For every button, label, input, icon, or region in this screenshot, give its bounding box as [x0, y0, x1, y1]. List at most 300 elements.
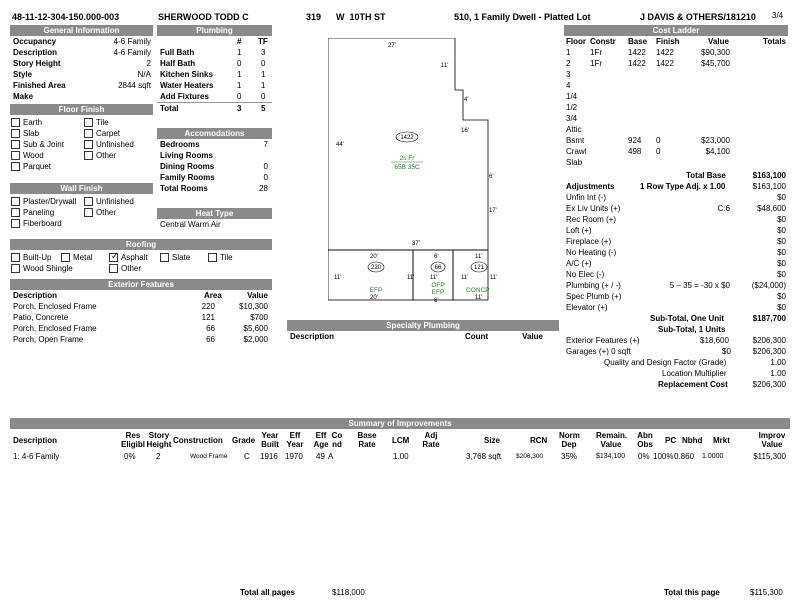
- exterior-features-panel: [10, 279, 272, 345]
- adjustment-value: $0: [777, 226, 786, 235]
- specialty-col-header: [287, 331, 559, 342]
- ladder-col-value: Value: [708, 37, 729, 46]
- ladder-row-3: [564, 69, 788, 80]
- adjustment-mid: 5 – 35 = -30 x $0: [669, 281, 730, 290]
- general-row-finished-area: [10, 80, 153, 91]
- exterior-col-header: [10, 290, 272, 301]
- summary-col-header: [10, 429, 790, 451]
- sketch-ofp-label2: EFP: [431, 289, 445, 296]
- plumbing-label: Water Heaters: [160, 81, 214, 90]
- checkbox-box-icon[interactable]: [109, 253, 118, 262]
- plumbing-label: Full Bath: [160, 48, 195, 57]
- ladder-row-1-2: [564, 102, 788, 113]
- summary-construction: Wood Frame: [190, 453, 228, 460]
- ladder-base: 1422: [628, 59, 646, 68]
- exterior-value: $10,300: [239, 302, 268, 311]
- plumbing-count: 1: [237, 70, 242, 79]
- summary-abn: 0%: [638, 452, 650, 461]
- total-this-page-value: $115,300: [750, 588, 783, 597]
- adjustment-label: Loft (+): [566, 226, 592, 235]
- ladder-constr: 1Fr: [590, 48, 602, 57]
- checkbox-box-icon[interactable]: [84, 197, 93, 206]
- adjustment-row-ex-liv-units: [564, 203, 788, 214]
- sketch-efp-top: 20': [370, 254, 378, 260]
- ladder-value: $90,300: [701, 48, 730, 57]
- sketch-ofp-area: 66: [434, 265, 442, 271]
- wall-finish-header: Wall Finish: [10, 183, 153, 194]
- checkbox-label: Other: [96, 151, 117, 160]
- sketch-concp-left: 11': [461, 275, 469, 281]
- floor-finish-header: Floor Finish: [10, 104, 153, 115]
- checkbox-box-icon[interactable]: [109, 264, 118, 273]
- accom-row-bedrooms: [157, 139, 272, 150]
- accom-value: 7: [263, 140, 268, 149]
- adjustment-mid: C:6: [717, 204, 730, 213]
- checkbox-box-icon[interactable]: [11, 118, 20, 127]
- ladder-floor: Bsmt: [566, 136, 585, 145]
- ladder-floor: 2: [566, 59, 571, 68]
- adjustments-label: Adjustments: [566, 182, 615, 191]
- ladder-row-3-4: [564, 113, 788, 124]
- quality-row: [564, 357, 788, 368]
- accommodations-panel: [157, 128, 272, 194]
- total-this-page-label: Total this page: [664, 588, 720, 597]
- summary-col-lcm: LCM: [392, 436, 410, 445]
- plumbing-tf: 3: [261, 48, 266, 57]
- checkbox-box-icon[interactable]: [84, 129, 93, 138]
- ladder-finish: 0: [656, 136, 661, 145]
- sketch-dim-right-c: 16': [461, 128, 469, 134]
- checkbox-box-icon[interactable]: [11, 162, 20, 171]
- checkbox-box-icon[interactable]: [84, 151, 93, 160]
- summary-col-base-rate: Base Rate: [357, 431, 377, 449]
- garages-mid: $0: [722, 347, 731, 356]
- adjustment-value: $48,600: [757, 204, 786, 213]
- accom-value: 0: [263, 173, 268, 182]
- summary-col-cond: Co nd: [331, 431, 343, 449]
- ladder-floor: 1/2: [566, 103, 578, 112]
- row-type-adj: 1 Row Type Adj. x 1.00: [640, 182, 726, 191]
- general-value: N/A: [137, 70, 151, 79]
- summary-col-eff-year: Eff Year: [286, 431, 304, 449]
- ladder-floor: Attic: [566, 125, 582, 134]
- checkbox-box-icon[interactable]: [11, 197, 20, 206]
- subtotal-units-label: Sub-Total, 1 Units: [658, 325, 726, 334]
- specialty-col-description: Description: [290, 332, 335, 341]
- plumbing-row-water-heaters: [157, 80, 272, 91]
- checkbox-box-icon[interactable]: [11, 151, 20, 160]
- accom-value: 28: [259, 184, 268, 193]
- specialty-plumbing-header: Specialty Plumbing: [287, 320, 559, 331]
- summary-col-adj-rate: Adj Rate: [422, 431, 440, 449]
- sketch-ofp-label: OFP: [431, 282, 445, 289]
- general-information-header: General Information: [10, 25, 153, 36]
- summary-cond: A: [328, 452, 334, 461]
- accom-label: Total Rooms: [160, 184, 208, 193]
- specialty-plumbing-panel: [287, 320, 559, 342]
- summary-col-size: Size: [484, 436, 501, 445]
- sketch-drawing: [328, 38, 508, 306]
- plumbing-row-kitchen-sinks: [157, 69, 272, 80]
- summary-col-eff-age: Eff Age: [313, 431, 329, 449]
- accom-row-family-rooms: [157, 172, 272, 183]
- ladder-finish: 0: [656, 147, 661, 156]
- exterior-description: Porch, Enclosed Frame: [13, 302, 97, 311]
- ladder-row-attic: [564, 124, 788, 135]
- exterior-area: 220: [201, 302, 215, 311]
- summary-col-pc: PC: [665, 436, 677, 445]
- ladder-row-1-4: [564, 91, 788, 102]
- roofing-panel: [10, 239, 272, 274]
- checkbox-box-icon[interactable]: [84, 140, 93, 149]
- sketch-efp-bottom: 20': [370, 295, 378, 301]
- checkbox-label: Built-Up: [23, 253, 52, 262]
- sketch-efp-right: 11': [407, 275, 415, 281]
- accom-row-living-rooms: [157, 150, 272, 161]
- roofing-header: Roofing: [10, 239, 272, 250]
- exterior-description: Porch, Enclosed Frame: [13, 324, 97, 333]
- summary-col-improv: Improv Value: [758, 431, 786, 449]
- checkbox-box-icon[interactable]: [11, 219, 20, 228]
- exterior-col-description: Description: [13, 291, 58, 300]
- ladder-floor: Slab: [566, 158, 583, 167]
- summary-size: 3,768 sqft: [466, 452, 502, 461]
- adjustment-row-no-heating: [564, 247, 788, 258]
- replacement-value: $206,300: [752, 380, 786, 389]
- garages-row: [564, 346, 788, 357]
- general-value: 4-6 Family: [113, 48, 151, 57]
- accom-label: Dining Rooms: [160, 162, 215, 171]
- ladder-col-base: Base: [628, 37, 648, 46]
- summary-col-mrkt: Mrkt: [713, 436, 730, 445]
- exterior-value: $2,000: [243, 335, 268, 344]
- ladder-row-crawl: [564, 146, 788, 157]
- garages-value: $206,300: [752, 347, 786, 356]
- accom-value: 0: [263, 162, 268, 171]
- summary-row: [10, 451, 790, 462]
- sketch-concp-bottom: 11': [475, 295, 483, 301]
- plumbing-count: 0: [237, 59, 242, 68]
- ext-features-row: [564, 335, 788, 346]
- sketch-ofp-top: 6': [434, 254, 439, 260]
- checkbox-label: Sub & Joint: [23, 140, 64, 149]
- exterior-value: $5,600: [243, 324, 268, 333]
- adjustment-label: No Elec (-): [566, 270, 605, 279]
- general-value: 2: [146, 59, 151, 68]
- ladder-floor: 3/4: [566, 114, 578, 123]
- adjustment-label: Fireplace (+): [566, 237, 612, 246]
- location-row: [564, 368, 788, 379]
- adjustment-label: Unfin Int (-): [566, 193, 607, 202]
- adjustment-value: ($24,000): [751, 281, 786, 290]
- heat-type-header: Heat Type: [157, 208, 272, 219]
- ext-features-label: Exterior Features (+): [566, 336, 640, 345]
- general-row-occupancy: [10, 36, 153, 47]
- plumbing-tf: 0: [261, 92, 266, 101]
- total-base-value: $163,100: [752, 171, 786, 180]
- plumbing-label: Add Fixtures: [160, 92, 209, 101]
- exterior-value: $700: [250, 313, 268, 322]
- checkbox-label: Parquet: [23, 162, 52, 171]
- checkbox-label: Slate: [172, 253, 191, 262]
- summary-grade: C: [244, 452, 250, 461]
- sketch-concp-label: CONCP: [466, 287, 490, 294]
- subtotal-units-row: [564, 324, 788, 335]
- ladder-value: $23,000: [701, 136, 730, 145]
- exterior-description: Patio, Concrete: [13, 313, 69, 322]
- property-class: 510, 1 Family Dwell - Platted Lot: [454, 12, 591, 22]
- sketch-dim-right-b: 4': [464, 97, 469, 103]
- checkbox-label: Slab: [23, 129, 40, 138]
- adjustment-value: $0: [777, 303, 786, 312]
- subdivision: J DAVIS & OTHERS/181210: [640, 12, 756, 22]
- summary-col-remain: Remain. Value: [596, 431, 628, 449]
- sketch-efp-label: EFP: [369, 287, 383, 294]
- exterior-area: 66: [206, 324, 215, 333]
- checkbox-box-icon[interactable]: [208, 253, 217, 262]
- ladder-col-constr: Constr: [590, 37, 616, 46]
- plumbing-count: 1: [237, 48, 242, 57]
- ladder-finish: 1422: [656, 59, 674, 68]
- wall-finish-panel: [10, 183, 153, 230]
- summary-year: 1916: [260, 452, 278, 461]
- sketch-dim-right-d: 6': [489, 174, 494, 180]
- checkbox-box-icon[interactable]: [11, 129, 20, 138]
- checkbox-box-icon[interactable]: [84, 118, 93, 127]
- accom-row-total-rooms: [157, 183, 272, 194]
- plumbing-tf: 1: [261, 81, 266, 90]
- sketch-efp-area: 220: [370, 265, 382, 271]
- adjustment-row-fireplace: [564, 236, 788, 247]
- checkbox-box-icon[interactable]: [11, 208, 20, 217]
- plumbing-total-count: 3: [237, 104, 242, 113]
- summary-col-year: Year Built: [261, 431, 279, 449]
- ladder-floor: 4: [566, 81, 571, 90]
- checkbox-box-icon[interactable]: [84, 208, 93, 217]
- accommodations-header: Accomodations: [157, 128, 272, 139]
- adjustment-value: $0: [777, 193, 786, 202]
- general-information-panel: [10, 25, 153, 102]
- accom-label: Living Rooms: [160, 151, 213, 160]
- total-all-pages-value: $118,000: [332, 588, 365, 597]
- garages-label: Garages (+) 0 sqft: [566, 347, 631, 356]
- checkbox-label: Earth: [23, 118, 43, 127]
- sketch-dim-top: 27': [388, 43, 396, 49]
- plumbing-col-header: [157, 36, 272, 47]
- summary-rcn: $206,300: [516, 453, 544, 460]
- summary-col-res: Res Eligibl: [121, 431, 145, 449]
- checkbox-box-icon[interactable]: [11, 264, 20, 273]
- general-label: Occupancy: [13, 37, 57, 46]
- heat-type-panel: [157, 208, 272, 230]
- exterior-description: Porch, Open Frame: [13, 335, 84, 344]
- ladder-row-bsmt: [564, 135, 788, 146]
- summary-eff-age: 49: [316, 452, 325, 461]
- adjustment-label: Elevator (+): [566, 303, 608, 312]
- ladder-base: 1422: [628, 48, 646, 57]
- adjustment-value: $0: [777, 248, 786, 257]
- checkbox-label: Unfinished: [96, 197, 134, 206]
- general-row-story-height: [10, 58, 153, 69]
- sketch-concp-area: 121: [473, 265, 485, 271]
- plumbing-total-row: [157, 102, 272, 113]
- summary-panel: [10, 418, 790, 462]
- general-label: Description: [13, 48, 58, 57]
- cost-ladder-col-header: [564, 36, 788, 47]
- heat-type-value: Central Warm Air: [160, 220, 221, 229]
- summary-eff-year: 1970: [285, 452, 303, 461]
- ladder-floor: Crawl: [566, 147, 587, 156]
- exterior-row: [10, 301, 272, 312]
- general-value: 4-6 Family: [113, 37, 151, 46]
- plumbing-row-add-fixtures: [157, 91, 272, 102]
- row-type-value: $163,100: [752, 182, 786, 191]
- subtotal-one-label: Sub-Total, One Unit: [650, 314, 725, 323]
- adjustment-label: Ex Liv Units (+): [566, 204, 621, 213]
- exterior-area: 121: [201, 313, 215, 322]
- ladder-col-finish: Finish: [656, 37, 680, 46]
- adjustment-label: Rec Room (+): [566, 215, 617, 224]
- sketch-dim-right-e: 17': [489, 208, 497, 214]
- checkbox-box-icon[interactable]: [11, 253, 20, 262]
- sketch-concp-right: 11': [490, 275, 498, 281]
- checkbox-label: Unfinished: [96, 140, 134, 149]
- sketch-main-area: 1422: [400, 135, 414, 141]
- summary-col-grade: Grade: [232, 436, 256, 445]
- general-row-make: [10, 91, 153, 102]
- checkbox-label: Wood Shingle: [23, 264, 73, 273]
- sketch-ofp-bottom: 6': [434, 298, 439, 304]
- summary-remain: $134,100: [596, 453, 626, 460]
- plumbing-header: Plumbing: [157, 25, 272, 36]
- sketch-efp-left: 11': [334, 275, 342, 281]
- summary-norm-dep: 35%: [561, 452, 578, 461]
- location-value: 1.00: [770, 369, 786, 378]
- checkbox-label: Carpet: [96, 129, 121, 138]
- ladder-value: $45,700: [701, 59, 730, 68]
- ladder-value: $4,100: [705, 147, 730, 156]
- exterior-col-area: Area: [204, 291, 222, 300]
- exterior-row: [10, 312, 272, 323]
- plumbing-label: Kitchen Sinks: [160, 70, 213, 79]
- checkbox-box-icon[interactable]: [61, 253, 70, 262]
- floor-finish-panel: [10, 104, 153, 173]
- summary-col-nbhd: Nbhd: [682, 436, 703, 445]
- adjustment-row-unfin-int: [564, 192, 788, 203]
- sketch-main-label2: 65B 35C: [394, 164, 420, 171]
- street-name: W 10TH ST: [336, 12, 386, 22]
- checkbox-box-icon[interactable]: [160, 253, 169, 262]
- replacement-label: Replacement Cost: [658, 380, 728, 389]
- subtotal-one-row: [564, 313, 788, 324]
- owner-name: SHERWOOD TODD C: [158, 12, 249, 22]
- plumbing-col-count: #: [237, 37, 242, 46]
- summary-col-construction: Construction: [173, 436, 223, 445]
- ladder-row-2: [564, 58, 788, 69]
- sketch-ofp-left: 11': [430, 275, 438, 281]
- sketch-dim-right-a: 11': [441, 63, 449, 69]
- summary-lcm: 1.00: [393, 452, 409, 461]
- checkbox-label: Tile: [96, 118, 109, 127]
- general-value: 2844 sqft: [118, 81, 151, 90]
- summary-nbhd: 0.860: [674, 452, 695, 461]
- summary-res: 0%: [124, 452, 136, 461]
- adjustment-row-a-c: [564, 258, 788, 269]
- replacement-row: [564, 379, 788, 390]
- general-row-description: [10, 47, 153, 58]
- ladder-base: 924: [628, 136, 642, 145]
- ladder-finish: 1422: [656, 48, 674, 57]
- general-label: Story Height: [13, 59, 61, 68]
- checkbox-label: Asphalt: [121, 253, 148, 262]
- checkbox-box-icon[interactable]: [11, 140, 20, 149]
- checkbox-label: Wood: [23, 151, 44, 160]
- summary-col-rcn: RCN: [530, 436, 548, 445]
- ladder-row-slab: [564, 157, 788, 168]
- adjustment-row-spec-plumb: [564, 291, 788, 302]
- sketch-main-outline: [328, 38, 488, 250]
- checkbox-label: Other: [96, 208, 117, 217]
- sketch-dim-bottom: 37': [412, 241, 420, 247]
- summary-col-abn: Abn Obs: [637, 431, 653, 449]
- summary-header: Summary of Improvements: [10, 418, 790, 429]
- adjustment-value: $0: [777, 215, 786, 224]
- exterior-features-header: Exterior Features: [10, 279, 272, 290]
- ladder-col-floor: Floor: [566, 37, 586, 46]
- adjustment-row-elevator: [564, 302, 788, 313]
- ladder-constr: 1Fr: [590, 59, 602, 68]
- specialty-col-value: Value: [522, 332, 543, 341]
- adjustment-row-loft: [564, 225, 788, 236]
- plumbing-label: Half Bath: [160, 59, 196, 68]
- accom-row-dining-rooms: [157, 161, 272, 172]
- summary-pc: 100%: [653, 452, 674, 461]
- plumbing-tf: 0: [261, 59, 266, 68]
- adjustment-value: $0: [777, 270, 786, 279]
- ladder-floor: 1/4: [566, 92, 578, 101]
- exterior-col-value: Value: [247, 291, 268, 300]
- plumbing-count: 0: [237, 92, 242, 101]
- adjustment-row-no-elec: [564, 269, 788, 280]
- sketch-concp-top: 11': [475, 254, 483, 260]
- plumbing-panel: [157, 25, 272, 113]
- adjustment-value: $0: [777, 237, 786, 246]
- quality-label: Quality and Design Factor (Grade): [604, 358, 727, 367]
- summary-description: 1: 4-6 Family: [13, 452, 60, 461]
- cost-ladder-panel: [564, 25, 788, 390]
- page-number: 3/4: [772, 11, 784, 20]
- general-label: Make: [13, 92, 34, 101]
- ladder-base: 498: [628, 147, 642, 156]
- summary-col-norm-dep: Norm Dep: [559, 431, 580, 449]
- plumbing-total-tf: 5: [261, 104, 266, 113]
- total-all-pages-label: Total all pages: [240, 588, 295, 597]
- checkmark-icon: ✓: [111, 251, 119, 261]
- adjustments-row: [564, 181, 788, 192]
- ladder-floor: 3: [566, 70, 571, 79]
- specialty-col-count: Count: [465, 332, 489, 341]
- sketch-main-label1: 2s Fr: [399, 155, 415, 162]
- ladder-row-4: [564, 80, 788, 91]
- sketch-dim-left: 44': [336, 142, 344, 148]
- adjustment-value: $0: [777, 259, 786, 268]
- checkbox-label: Tile: [220, 253, 233, 262]
- checkbox-label: Other: [121, 264, 142, 273]
- total-base-row: [564, 170, 788, 181]
- ladder-floor: 1: [566, 48, 571, 57]
- checkbox-label: Metal: [73, 253, 93, 262]
- checkbox-label: Plaster/Drywall: [23, 197, 77, 206]
